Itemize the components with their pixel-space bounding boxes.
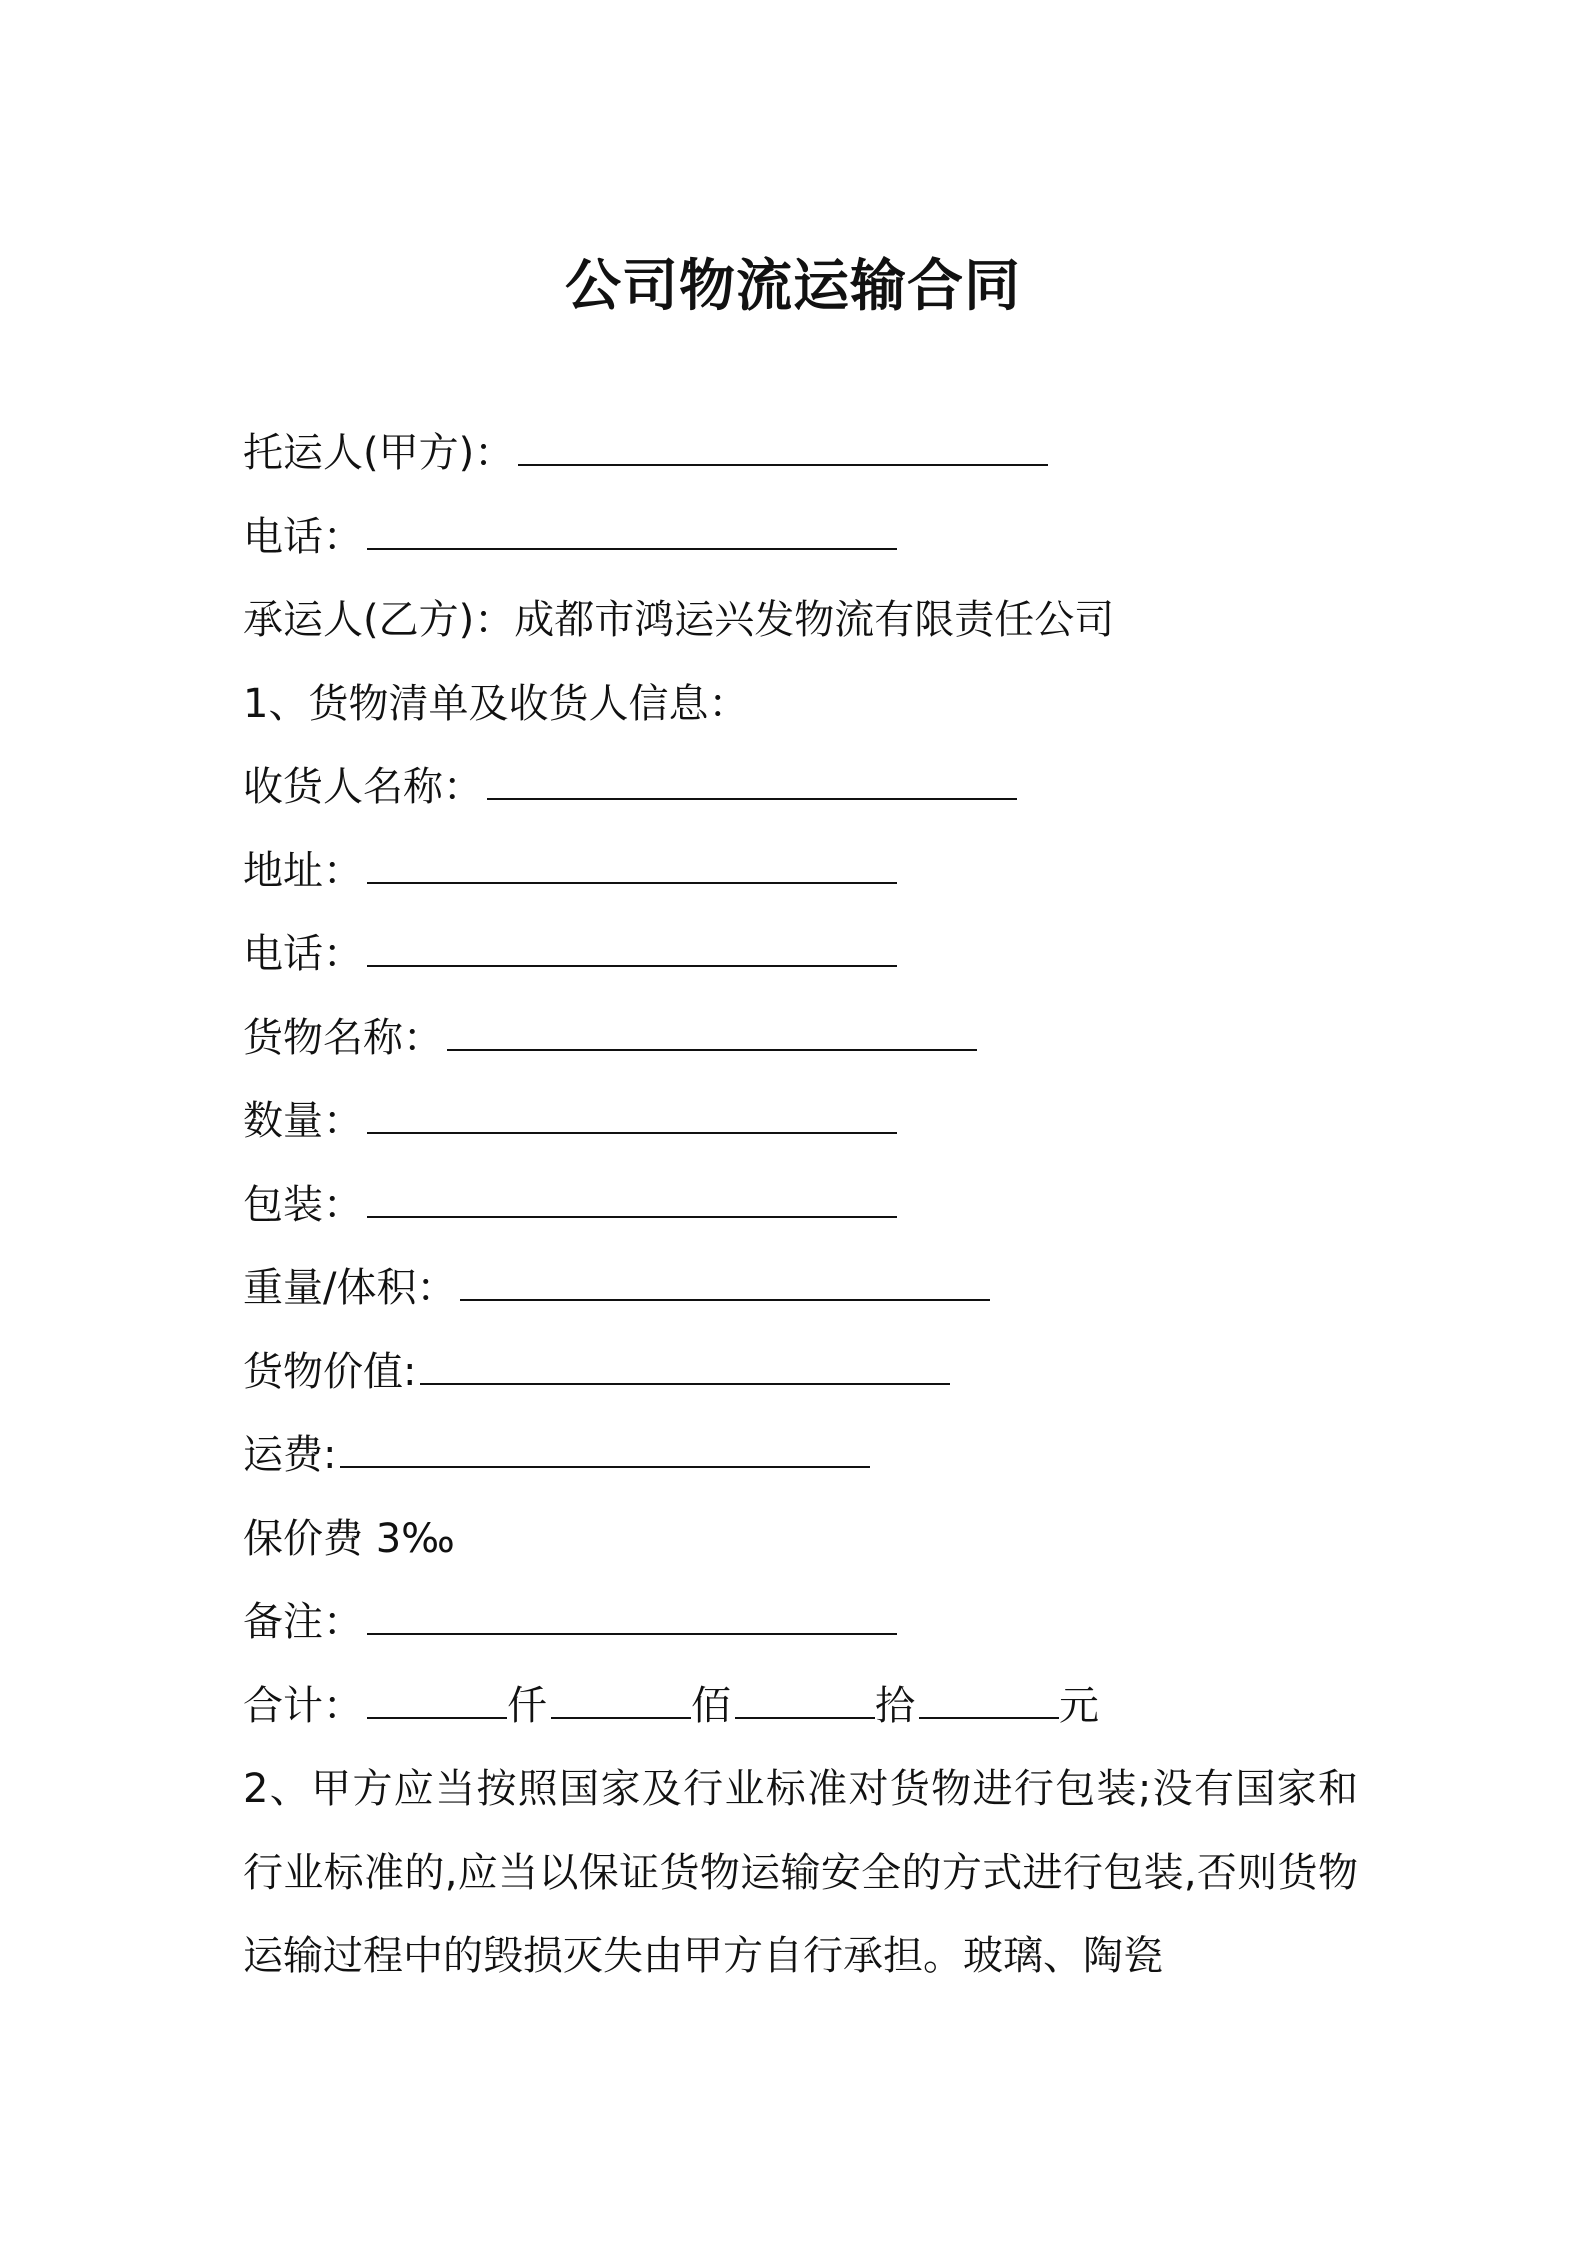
consignee-name-line <box>243 746 1358 830</box>
insurance-fee-label: 保价费 3‰ <box>243 1515 455 1562</box>
total-yuan-blank <box>919 1687 1059 1719</box>
insurance-fee-line <box>243 1498 1358 1582</box>
carrier-value: 成都市鸿运兴发物流有限责任公司 <box>514 597 1115 643</box>
unit-ten: 拾 <box>875 1682 915 1729</box>
goods-name-blank <box>447 1019 977 1051</box>
carrier-line <box>243 579 1358 663</box>
freight-label: 运费: <box>243 1432 337 1478</box>
goods-value-label: 货物价值: <box>243 1348 417 1395</box>
freight-line <box>243 1414 1358 1498</box>
goods-name-line <box>243 997 1358 1081</box>
shipper-phone-line <box>243 496 1358 580</box>
quantity-label: 数量： <box>243 1098 363 1144</box>
shipper-phone-blank <box>367 518 897 550</box>
address-label: 地址： <box>243 847 363 894</box>
goods-value-blank <box>420 1353 950 1385</box>
total-thousand-blank <box>367 1687 507 1719</box>
address-blank <box>367 852 897 884</box>
quantity-line <box>243 1080 1358 1164</box>
total-line <box>243 1665 1358 1749</box>
unit-hundred: 佰 <box>691 1682 731 1729</box>
freight-blank <box>340 1436 870 1468</box>
packaging-line <box>243 1164 1358 1248</box>
consignee-phone-blank <box>367 935 897 967</box>
consignee-name-blank <box>487 768 1017 800</box>
section-2-paragraph: 2、甲方应当按照国家及行业标准对货物进行包装;没有国家和行业标准的,应当以保证货物运输安全的方式进行包装,否则货物运输过程中的毁损灭失由甲方自行承担。玻璃、陶瓷 <box>243 1766 1358 1979</box>
remarks-blank <box>367 1603 897 1635</box>
weight-volume-label: 重量/体积： <box>243 1265 457 1311</box>
shipper-phone-label: 电话： <box>243 513 363 560</box>
consignee-phone-label: 电话： <box>243 931 363 977</box>
carrier-label: 承运人(乙方)： <box>243 597 515 643</box>
quantity-blank <box>367 1102 897 1134</box>
unit-yuan: 元 <box>1059 1682 1099 1729</box>
document-title: 公司物流运输合同 <box>565 254 1021 319</box>
total-ten-blank <box>735 1687 875 1719</box>
remarks-label: 备注： <box>243 1599 363 1645</box>
weight-volume-line <box>243 1247 1358 1331</box>
section-1-label: 1、货物清单及收货人信息： <box>243 680 749 727</box>
address-line <box>243 830 1358 914</box>
goods-value-line <box>243 1331 1358 1415</box>
shipper-line <box>243 412 1358 496</box>
unit-thousand: 仟 <box>507 1682 547 1729</box>
remarks-line <box>243 1581 1358 1665</box>
total-hundred-blank <box>551 1687 691 1719</box>
weight-volume-blank <box>460 1269 990 1301</box>
consignee-name-label: 收货人名称： <box>243 764 483 810</box>
packaging-label: 包装： <box>243 1181 363 1228</box>
consignee-phone-line <box>243 913 1358 997</box>
shipper-blank <box>518 434 1048 466</box>
contract-body <box>243 412 1358 1999</box>
packaging-blank <box>367 1186 897 1218</box>
total-label: 合计： <box>243 1682 363 1729</box>
shipper-label: 托运人(甲方)： <box>243 430 515 476</box>
goods-name-label: 货物名称： <box>243 1014 443 1061</box>
section-1-heading <box>243 663 1358 747</box>
